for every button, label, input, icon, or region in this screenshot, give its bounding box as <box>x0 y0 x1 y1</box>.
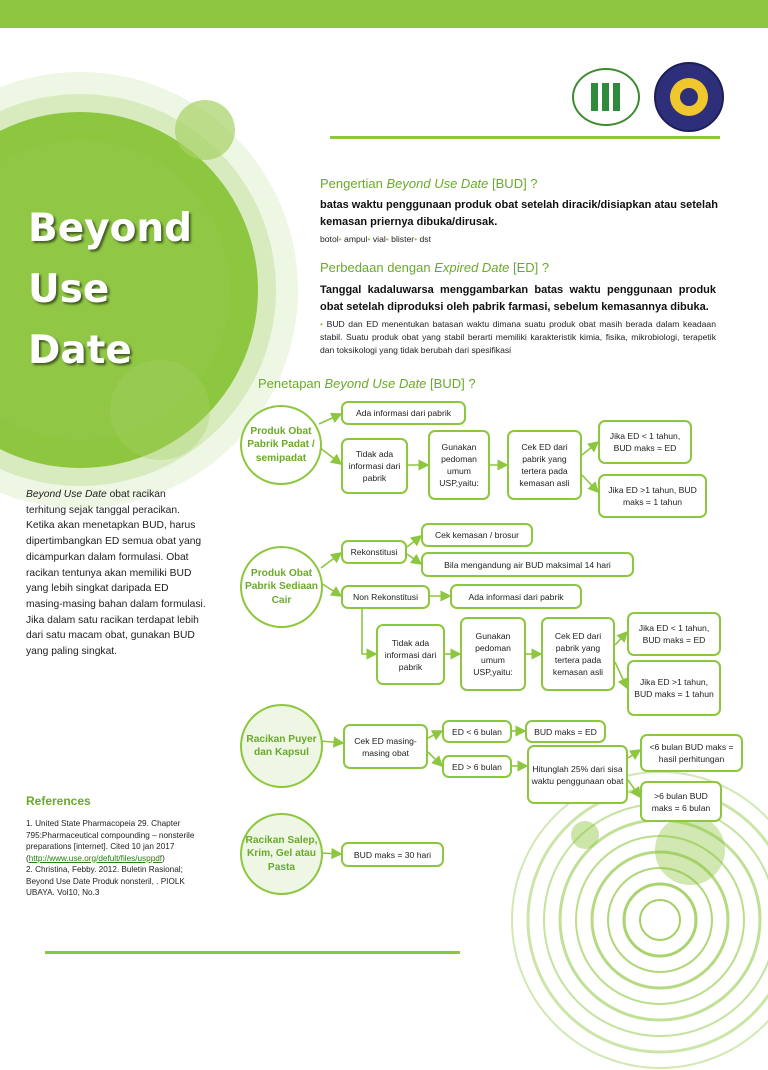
node-calculate-25-percent: Hitunglah 25% dari sisa waktu penggunaan obat <box>527 745 628 804</box>
node-more-6-months-result: >6 bulan BUD maks = 6 bulan <box>640 781 722 822</box>
node-water-max-14-days: Bila mengandung air BUD maksimal 14 hari <box>421 552 634 577</box>
node-ed-more-1-year: Jika ED >1 tahun, BUD maks = 1 tahun <box>598 474 707 518</box>
sidebar-lead: Beyond Use Date <box>26 489 107 500</box>
example-item: dst <box>419 234 431 244</box>
reference-text: ) <box>162 853 165 863</box>
heading-italic: Expired Date <box>434 260 510 275</box>
node-ed-less-6-months: ED < 6 bulan <box>442 720 512 743</box>
node-no-manufacturer-info: Tidak ada informasi dari pabrik <box>341 438 408 494</box>
node-liquid-check-ed: Cek ED dari pabrik yang tertera pada kemasan asli <box>541 617 615 691</box>
example-item: ampul <box>344 234 368 244</box>
reference-item: 2. Christina, Febby. 2012. Buletin Rasional; Beyond Use Date Produk nonsteril, . PIOLK UBAYA. Vol10, No.3 <box>26 865 185 897</box>
heading-text: [BUD] ? <box>488 176 538 191</box>
heading-text: [ED] ? <box>509 260 550 275</box>
sidebar-text: obat racikan terhitung sejak tanggal peracikan. Ketika akan menetapkan BUD, harus dipertimbangkan ED semua obat yang dicampurkan dalam formulasi. Obat racikan tentunya akan memiliki BUD yang lebih singkat daripada ED masing-masing bahan dalam formulasi. Jika dalam satu racikan terdapat lebih dari satu macam obat, gunakan BUD yang paling singkat. <box>26 489 206 658</box>
title-line-2: Use <box>28 267 110 312</box>
example-item: botol <box>320 234 339 244</box>
reference-link[interactable]: http://www.use.org/defult/files/usppdf <box>28 853 163 863</box>
heading-text: Pengertian <box>320 176 387 191</box>
definition-line: kemasan priernya dibuka/dirusak. <box>320 216 498 228</box>
node-liquid-usp-guideline: Gunakan pedoman umum USP,yaitu: <box>460 617 526 691</box>
container-examples: botol• ampul• vial• blister• dst <box>320 234 431 244</box>
node-bud-30-days: BUD maks = 30 hari <box>341 842 444 867</box>
node-reconstitution: Rekonstitusi <box>341 540 407 564</box>
node-check-ed: Cek ED dari pabrik yang tertera pada kemasan asli <box>507 430 582 500</box>
node-liquid-ed-more-1-year: Jika ED >1 tahun, BUD maks = 1 tahun <box>627 660 721 716</box>
node-liquid-ed-less-1-year: Jika ED < 1 tahun, BUD maks = ED <box>627 612 721 656</box>
node-ed-more-6-months: ED > 6 bulan <box>442 755 512 778</box>
node-check-each-ed: Cek ED masing-masing obat <box>343 724 428 769</box>
node-has-manufacturer-info: Ada informasi dari pabrik <box>341 401 466 425</box>
definition-line: batas waktu penggunaan produk obat setelah diracik/disiapkan atau setelah <box>320 199 718 211</box>
node-ointment-cream: Racikan Salep, Krim, Gel atau Pasta <box>240 813 323 895</box>
heading-text: Penetapan <box>258 376 325 391</box>
ed-definition: Tanggal kadaluwarsa menggambarkan batas waktu penggunaan produk obat setelah diproduksi oleh pabrik farmasi, sebelum kemasannya dibuka. <box>320 284 716 313</box>
node-liquid-product: Produk Obat Pabrik Sediaan Cair <box>240 546 323 628</box>
heading-italic: Beyond Use Date <box>324 376 427 391</box>
node-liquid-has-info: Ada informasi dari pabrik <box>450 584 582 609</box>
references-heading: References <box>26 794 91 808</box>
heading-italic: Beyond Use Date <box>386 176 489 191</box>
title-line-1: Beyond <box>28 206 193 251</box>
node-usp-guideline: Gunakan pedoman umum USP,yaitu: <box>428 430 490 500</box>
node-powder-capsule: Racikan Puyer dan Kapsul <box>240 704 323 788</box>
node-bud-equals-ed: BUD maks = ED <box>525 720 606 743</box>
reference-text: 1. United State Pharmacopeia 29. Chapter 795:Pharmaceutical compounding – nonsterile preparations [internet]. Cited 10 jan 2017 ( <box>26 819 195 863</box>
node-less-6-months-result: <6 bulan BUD maks = hasil perhitungan <box>640 734 743 772</box>
node-ed-less-1-year: Jika ED < 1 tahun, BUD maks = ED <box>598 420 692 464</box>
node-liquid-no-info: Tidak ada informasi dari pabrik <box>376 624 445 685</box>
stability-note: • BUD dan ED menentukan batasan waktu dimana suatu produk obat masih berada dalam keadaan stabil. Suatu produk obat yang stabil berarti memiliki karakteristik kimia, fisika, mikrobiologi, terapetik dan toksikologi yang tidak berubah dari spesifikasi <box>320 319 716 355</box>
example-item: blister <box>391 234 415 244</box>
heading-text: Perbedaan dengan <box>320 260 435 275</box>
node-check-package: Cek kemasan / brosur <box>421 523 533 547</box>
heading-text: [BUD] ? <box>426 376 476 391</box>
note-text: BUD dan ED menentukan batasan waktu dimana suatu produk obat masih berada dalam keadaan stabil. Suatu produk obat yang stabil berarti memiliki karakteristik kimia, fisika, mikrobiologi, terapetik dan toksikologi yang tidak berubah dari spesifikasi <box>320 319 716 355</box>
title-line-3: Date <box>28 328 132 373</box>
example-item: vial <box>372 234 386 244</box>
node-solid-product: Produk Obat Pabrik Padat / semipadat <box>240 405 322 485</box>
node-non-reconstitution: Non Rekonstitusi <box>341 585 430 609</box>
